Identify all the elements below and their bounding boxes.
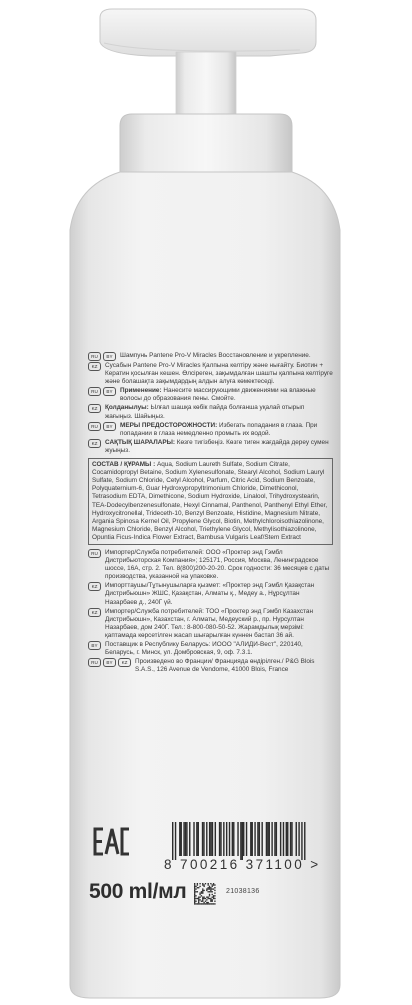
lang-tag: KZ [88,362,101,371]
ingredients-title: СОСТАВ / ҚҰРАМЫ : [92,461,156,469]
lang-tag: RU [88,387,101,396]
warnings-heading-ru: МЕРЫ ПРЕДОСТОРОЖНОСТИ: [120,421,218,429]
application-heading-kz: Қолданылуы: [105,404,149,412]
lang-tag: BY [103,387,116,396]
lang-tag: BY [103,658,116,667]
volume-label: 500 ml/мл [89,880,187,903]
product-name-kz: Сусабын Pantene Pro-V Miracles Қалпына келтіру және нығайту. Биотин + Кератин қосылған кешен. Өлсіреген, зақымдалған шашты қалпына келтіруге және болашақта зақымдардың алдын алуға көмектеседі. [105,362,333,386]
supplier-text-by: Поставщик в Республику Беларусь: ИООО "АЛИДИ-Вест", 220140, Беларусь, г. Минск, ул. Домбровская, 9, оф. 7.3.1. [105,641,303,657]
lang-tag: KZ [88,608,101,617]
importer-kz [88,582,333,606]
intro-section [88,352,333,386]
pump-collar [120,114,292,172]
lang-tag: RU [88,422,101,431]
ingredients-box [88,458,333,545]
warnings-ru [88,422,333,438]
importer-kz-ru [88,608,333,640]
warnings-heading-kz: САҚТЫҚ ШАРАЛАРЫ: [105,438,175,446]
lang-tag: KZ [88,439,101,448]
intro-kz [88,362,333,386]
intro-ru [88,352,333,361]
warnings-kz [88,439,333,455]
warnings-text-kz: Көзге тигізбеңіз. Көзге тиген жағдайда дереу сумен жуыңыз. [105,438,329,454]
lang-tag: RU [88,352,101,361]
warnings-text-ru: Избегать попадания в глаза. При попадании в глаза немедленно промыть их водой. [120,421,318,437]
lang-tag: BY [88,641,101,650]
application-ru [88,387,333,403]
batch-code: 21038136 [226,888,260,895]
supplier-by [88,641,333,657]
lang-tag: RU [88,658,101,667]
importer-text-kz: Импорттаушы/Тұтынушыларға қызмет: «Проктер энд Гэмбл Қазақстан Дистрибьюшн» ЖШС, Қазақстан, Алматы қ., Медеу а., Нұрсұлтан Назарбаев д., 240Г үй. [105,582,315,606]
back-label [88,352,333,942]
application-text-ru: Нанесите массирующими движениями на влажные волосы до образования пены. Смойте. [120,387,316,403]
barcode-digits: 8 700216 371100 > [164,857,321,872]
lang-tag: RU [88,549,101,558]
application-kz [88,404,333,420]
lang-tag: KZ [88,404,101,413]
origin-text: Произведено во Франции/ Францияда өндірілген./ P&G Blois S.A.S., 126 Avenue de Vendome, 41000 Blois, France [135,658,315,674]
pump-neck [176,52,236,114]
importer-ru [88,549,333,581]
ingredients-list: Aqua, Sodium Laureth Sulfate, Sodium Citrate, Cocamidopropyl Betaine, Sodium Xylenesulfonate, Stearyl Alcohol, Sodium Lauryl Sulfate, Sodium Chloride, Cetyl Alcohol, Parfum, Citric Acid, Sodium Benzoate, Polyquaternium-6, Guar Hydroxypropyltrimonium Chloride, Dimethiconol, Tetrasodium EDTA, Dimethicone, Sodium Hydroxide, Linalool, Trihydroxystearin, TEA-Dodecylbenzenesulfonate, Hexyl Cinnamal, Panthenol, Panthenyl Ethyl Ether, Hydroxycitronellal, Trideceth-10, Benzyl Benzoate, Histidine, Magnesium Nitrate, Argania Spinosa Kernel Oil, Propylene Glycol, Biotin, Methylchloroisothiazolinone, Magnesium Chloride, Benzyl Alcohol, Triethylene Glycol, Methylisothiazolinone, Opuntia Ficus-Indica Flower Extract, Bambusa Vulgaris Leaf/Stem Extract [92,461,328,541]
importer-text-kz-ru: Импортер/Служба потребителей: ТОО «Проктер энд Гэмбл Казахстан Дистрибьюшн», Казахстан, г. Алматы, Медеуский р., пр. Нурсултан Назарбаев, дом 240Г. Тел.: 8-800-080-50-52. Жарамдылық мерзімі: қаптамада көрсетілген жасап шығарылған күннен бастап 36 ай. [105,607,313,639]
lang-tag: KZ [118,658,131,667]
application-text-kz: Ылғал шашқа көбік пайда болғанша уқалай отырып жағыңыз. Шайыңыз. [105,404,305,420]
lang-tag: KZ [88,582,101,591]
lang-tag: BY [103,422,116,431]
importer-text-ru: Импортер/Служба потребителей: ООО «Проктер энд Гэмбл Дистрибьюторская Компания»; 125171, Россия, Москва, Ленинградское шоссе, 16А, стр. 2. Тел. 8(800)200-20-20. Срок годности: 36 месяцев с даты производства, указанной на упаковке. [105,548,330,581]
application-heading-ru: Применение: [120,387,162,395]
pump-head [100,9,316,56]
origin [88,658,333,674]
product-name-ru: Шампунь Pantene Pro-V Miracles Восстановление и укрепление. [120,352,311,359]
lang-tag: BY [103,352,116,361]
